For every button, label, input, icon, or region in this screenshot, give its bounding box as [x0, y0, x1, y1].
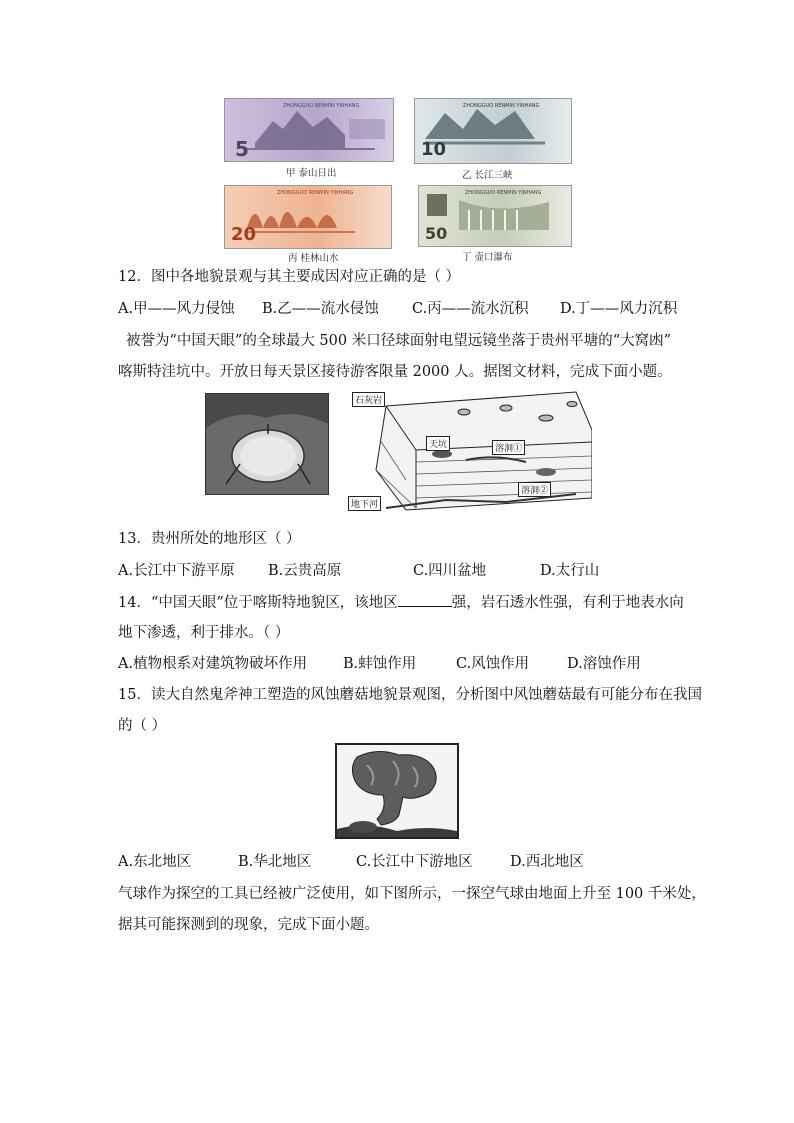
banknote-brand: ZHONGGUO RENMIN YINHANG — [283, 103, 360, 109]
banknote-caption-jia: 甲 泰山日出 — [286, 168, 337, 179]
q15-option-a: A.东北地区 — [118, 854, 192, 870]
banknote-denomination: 10 — [421, 139, 447, 160]
q14-option-c: C.风蚀作用 — [456, 656, 530, 672]
q13-option-d: D.太行山 — [540, 563, 600, 579]
passage-fast-line2: 喀斯特洼坑中。开放日每天景区接待游客限量 2000 人。据图文材料，完成下面小题。 — [118, 364, 672, 380]
passage-balloon-line1: 气球作为探空的工具已经被广泛使用，如下图所示，一探空气球由地面上升至 100 千米处， — [118, 886, 706, 902]
passage-balloon-line2: 据其可能探测到的现象，完成下面小题。 — [118, 917, 379, 933]
banknote-brand: ZHONGGUO RENMIN YINHANG — [465, 190, 542, 196]
q14-option-a: A.植物根系对建筑物破坏作用 — [118, 656, 308, 672]
q12-option-a: A.甲——风力侵蚀 — [118, 301, 235, 317]
karst-block-diagram — [346, 390, 592, 512]
q15-option-b: B.华北地区 — [238, 854, 312, 870]
fast-telescope-photo — [205, 393, 329, 495]
q14-answer-blank — [398, 592, 452, 607]
q14-option-d: D.溶蚀作用 — [567, 656, 641, 672]
label-limestone: 石灰岩 — [352, 392, 385, 407]
mushroom-rock-photo — [335, 743, 459, 839]
q15-option-d: D.西北地区 — [510, 854, 584, 870]
mushroom-rock-illustration — [337, 745, 457, 837]
passage-fast-line1: 被誉为“中国天眼”的全球最大 500 米口径球面射电望远镜坐落于贵州平塘的“大窝凼” — [126, 333, 672, 349]
banknote-ding — [418, 185, 572, 247]
question-15-stem-line1: 15．读大自然鬼斧神工塑造的风蚀蘑菇地貌景观图，分析图中风蚀蘑菇最有可能分布在我国 — [118, 687, 702, 703]
question-15-stem-line2: 的（ ） — [118, 718, 167, 734]
banknote-denomination: 50 — [425, 224, 448, 243]
q14-stem-part-a: 14．“中国天眼”位于喀斯特地貌区，该地区 — [118, 595, 398, 611]
q12-option-d: D.丁——风力沉积 — [560, 301, 678, 317]
banknote-caption-yi: 乙 长江三峡 — [462, 170, 513, 181]
q13-option-b: B.云贵高原 — [268, 563, 342, 579]
banknote-jia — [224, 98, 394, 162]
question-13-stem: 13．贵州所处的地形区（ ） — [118, 531, 301, 547]
q15-option-c: C.长江中下游地区 — [356, 854, 473, 870]
karst-diagram-illustration — [346, 390, 592, 512]
banknote-denomination: 5 — [235, 137, 249, 161]
question-14-stem-line2: 地下渗透，利于排水。（ ） — [118, 625, 290, 641]
q14-stem-part-b: 强，岩石透水性强，有利于地表水向 — [451, 595, 684, 611]
q12-option-c: C.丙——流水沉积 — [412, 301, 529, 317]
question-12-stem: 12．图中各地貌景观与其主要成因对应正确的是（ ） — [118, 269, 461, 285]
banknote-brand: ZHONGGUO RENMIN YINHANG — [277, 190, 354, 196]
banknote-brand: ZHONGGUO RENMIN YINHANG — [463, 103, 540, 109]
q12-option-b: B.乙——流水侵蚀 — [262, 301, 379, 317]
label-cave-1: 溶洞① — [492, 440, 525, 455]
banknote-caption-bing: 丙 桂林山水 — [288, 253, 339, 264]
banknote-yi — [414, 98, 572, 164]
q13-option-a: A.长江中下游平原 — [118, 563, 235, 579]
banknote-denomination: 20 — [231, 224, 257, 245]
label-sinkhole: 天坑 — [426, 436, 450, 451]
banknote-bing — [224, 185, 392, 249]
question-14-stem-line1 — [118, 592, 684, 613]
label-underground-river: 地下河 — [348, 496, 381, 511]
label-cave-2: 溶洞② — [518, 482, 551, 497]
q14-option-b: B.蚌蚀作用 — [343, 656, 417, 672]
q13-option-c: C.四川盆地 — [413, 563, 487, 579]
fast-telescope-illustration — [206, 394, 328, 494]
banknote-caption-ding: 丁 壶口瀑布 — [462, 252, 513, 263]
